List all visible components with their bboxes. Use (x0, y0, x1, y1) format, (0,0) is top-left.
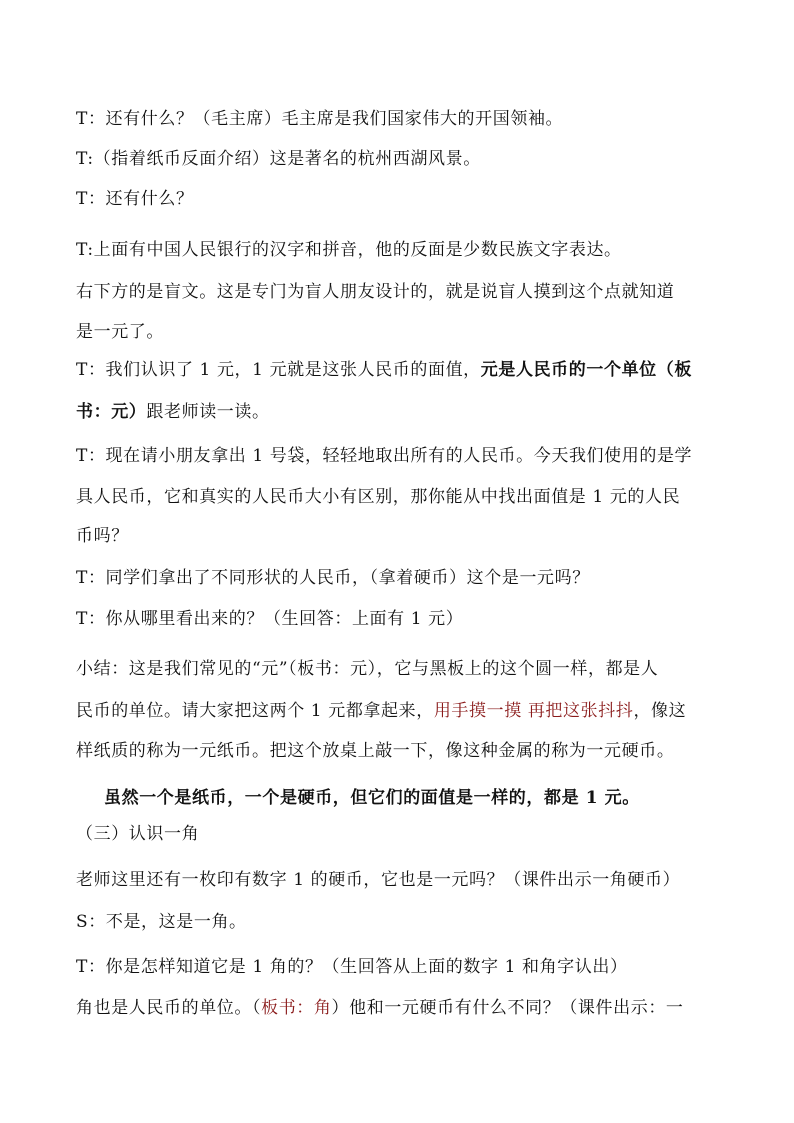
paragraph: T:（指着纸币反面介绍）这是著名的杭州西湖风景。 (76, 149, 481, 169)
paragraph: 老师这里还有一枚印有数字 1 的硬币，它也是一元吗？（课件出示一角硬币） (76, 870, 681, 890)
text-run: 角也是人民币的单位。（ (76, 998, 262, 1018)
paragraph: T：你是怎样知道它是 1 角的？（生回答从上面的数字 1 和角字认出） (76, 957, 628, 977)
text-run: 像这种金属的称为一元硬币 (445, 741, 657, 761)
colored-text-run: 板书：角 (261, 998, 332, 1018)
section-heading: （三）认识一角 (76, 824, 200, 844)
paragraph: T：还有什么？ (76, 189, 194, 209)
text-run: T：我们认识了 1 元，1 元就是这张人民币的面值， (76, 360, 481, 380)
bold-summary-line: 虽然一个是纸币，一个是硬币，但它们的面值是一样的，都是 1 元。 (104, 788, 640, 808)
paragraph (76, 996, 724, 1020)
paragraph: T：同学们拿出了不同形状的人民币，（拿着硬币）这个是一元吗？ (76, 568, 590, 588)
paragraph-continuation (76, 739, 724, 763)
text-run: ，像这 (633, 701, 687, 721)
paragraph: T：现在请小朋友拿出 1 号袋，轻轻地取出所有的人民币。今天我们使用的是学 (76, 446, 693, 466)
bold-text-run: 元是人民币的一个单位（板 (480, 360, 692, 380)
text-run: 民币的单位。请大家把这两个 1 元都拿起来， (76, 701, 434, 721)
paragraph-continuation (76, 699, 724, 723)
paragraph-continuation: 是一元了。 (76, 322, 164, 342)
paragraph-continuation: 币吗？ (76, 526, 129, 546)
paragraph: S：不是，这是一角。 (76, 912, 247, 932)
paragraph: T:上面有中国人民银行的汉字和拼音，他的反面是少数民族文字表达。 (76, 240, 622, 260)
text-run: 。 (656, 741, 675, 761)
paragraph: T：还有什么？（毛主席）毛主席是我们国家伟大的开国领袖。 (76, 109, 564, 129)
text-run: 样纸质的称为一元纸币。把这个放桌上敲一下， (76, 741, 446, 761)
text-run: 跟老师读一读。 (146, 402, 270, 422)
colored-text-run: 用手摸一摸 再把这张抖抖 (433, 701, 634, 721)
paragraph: 小结：这是我们常见的“元”（板书：元），它与黑板上的这个圆一样，都是人 (76, 659, 659, 679)
paragraph-continuation (76, 400, 724, 424)
text-run: ）他和一元硬币有什么不同？（课件出示：一 (331, 998, 684, 1018)
paragraph: T：你从哪里看出来的？（生回答：上面有 1 元） (76, 609, 464, 629)
paragraph: 右下方的是盲文。这是专门为盲人朋友设计的，就是说盲人摸到这个点就知道 (76, 282, 675, 302)
paragraph (76, 358, 724, 382)
paragraph-continuation: 具人民币，它和真实的人民币大小有区别，那你能从中找出面值是 1 元的人民 (76, 487, 681, 507)
bold-text-run: 书：元） (76, 402, 147, 422)
